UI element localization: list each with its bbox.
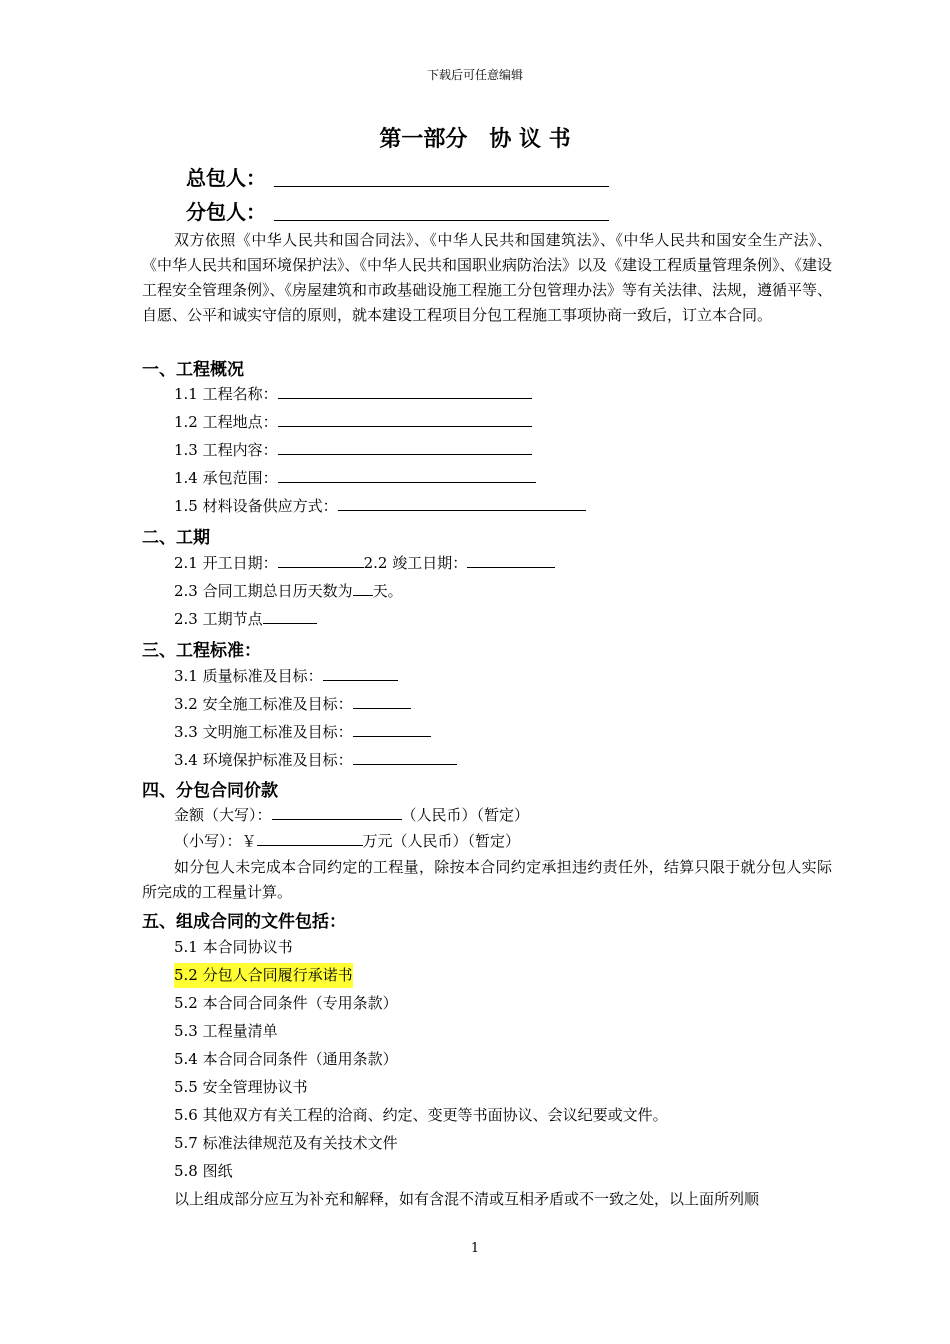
subcontractor-field (186, 196, 266, 225)
section-1-heading: 一、工程概况 (142, 360, 244, 380)
subcontractor-label: 分包人： (186, 200, 266, 224)
material-supply-field: 1.5 材料设备供应方式： (174, 494, 586, 519)
intro-paragraph: 双方依照《中华人民共和国合同法》、《中华人民共和国建筑法》、《中华人民共和国安全生产法》、《中华人民共和国环境保护法》、《中华人民共和国职业病防治法》以及《建设工程质量管理条例》、《建设工程安全管理条例》、《房屋建筑和市政基础设施工程施工分包管理办法》等有关法律、法规，遵循平等、自愿、公平和诚实守信的原则，就本建设工程项目分包工程施工事项协商一致后，订立本合同。 (142, 231, 833, 324)
section-3-heading: 三、工程标准： (142, 641, 261, 661)
safety-standard-blank (353, 692, 411, 709)
document-item: 5.6 其他双方有关工程的洽商、约定、变更等书面协议、会议纪要或文件。 (174, 1106, 668, 1124)
settlement-note: 如分包人未完成本合同约定的工程量，除按本合同约定承担违约责任外，结算只限于就分包人实际所完成的工程量计算。 (142, 858, 832, 901)
civil-standard-field: 3.3 文明施工标准及目标： (174, 720, 431, 745)
document-item: 5.5 安全管理协议书 (174, 1078, 308, 1096)
amount-figures-blank (257, 829, 363, 846)
contract-scope-blank (278, 466, 536, 483)
project-location-field: 1.2 工程地点： (174, 410, 532, 435)
page-number: 1 (470, 1241, 480, 1256)
material-supply-blank (338, 494, 586, 511)
document-item: 5.1 本合同协议书 (174, 938, 293, 956)
section-5-heading: 五、组成合同的文件包括： (142, 912, 346, 932)
project-content-field: 1.3 工程内容： (174, 438, 532, 463)
safety-standard-field: 3.2 安全施工标准及目标： (174, 692, 411, 717)
quality-standard-blank (323, 664, 398, 681)
quality-standard-field: 3.1 质量标准及目标： (174, 664, 398, 689)
project-content-blank (278, 438, 532, 455)
general-contractor-label: 总包人： (186, 166, 266, 190)
section-2-heading: 二、工期 (142, 528, 210, 548)
schedule-dates-field: 2.1 开工日期： 2.2 竣工日期： (174, 551, 555, 576)
document-item: 5.3 工程量清单 (174, 1022, 278, 1040)
document-item: 5.7 标准法律规范及有关技术文件 (174, 1134, 398, 1152)
amount-words-blank (272, 803, 402, 820)
civil-standard-blank (353, 720, 431, 737)
environment-standard-field: 3.4 环境保护标准及目标： (174, 748, 457, 773)
section-4-heading: 四、分包合同价款 (142, 781, 278, 801)
document-item: 5.4 本合同合同条件（通用条款） (174, 1050, 398, 1068)
milestone-field: 2.3 工期节点 (174, 607, 317, 632)
project-location-blank (278, 410, 532, 427)
page-header: 下载后可任意编辑 (426, 68, 523, 82)
milestone-blank (263, 607, 317, 624)
duration-blank (353, 579, 373, 596)
amount-figures-field: （小写）：￥ 万元（人民币）（暂定） (174, 829, 520, 854)
precedence-paragraph: 以上组成部分应互为补充和解释，如有含混不清或互相矛盾或不一致之处，以上面所列顺 (174, 1190, 760, 1208)
project-name-blank (278, 382, 532, 399)
document-item: 5.8 图纸 (174, 1162, 233, 1180)
page-title: 第一部分 协 议 书 (379, 127, 571, 152)
subcontractor-blank (274, 220, 609, 221)
project-name-field: 1.1 工程名称： (174, 382, 532, 407)
document-item: 5.2 本合同合同条件（专用条款） (174, 994, 398, 1012)
general-contractor-field (186, 162, 266, 191)
contract-scope-field: 1.4 承包范围： (174, 466, 536, 491)
end-date-blank (467, 551, 555, 568)
duration-field: 2.3 合同工期总日历天数为 天。 (174, 579, 403, 604)
amount-words-field: 金额（大写）： （人民币）（暂定） (174, 803, 529, 828)
start-date-blank (278, 551, 364, 568)
general-contractor-blank (274, 186, 609, 187)
environment-standard-blank (353, 748, 457, 765)
document-item-highlighted: 5.2 分包人合同履行承诺书 (174, 963, 353, 988)
